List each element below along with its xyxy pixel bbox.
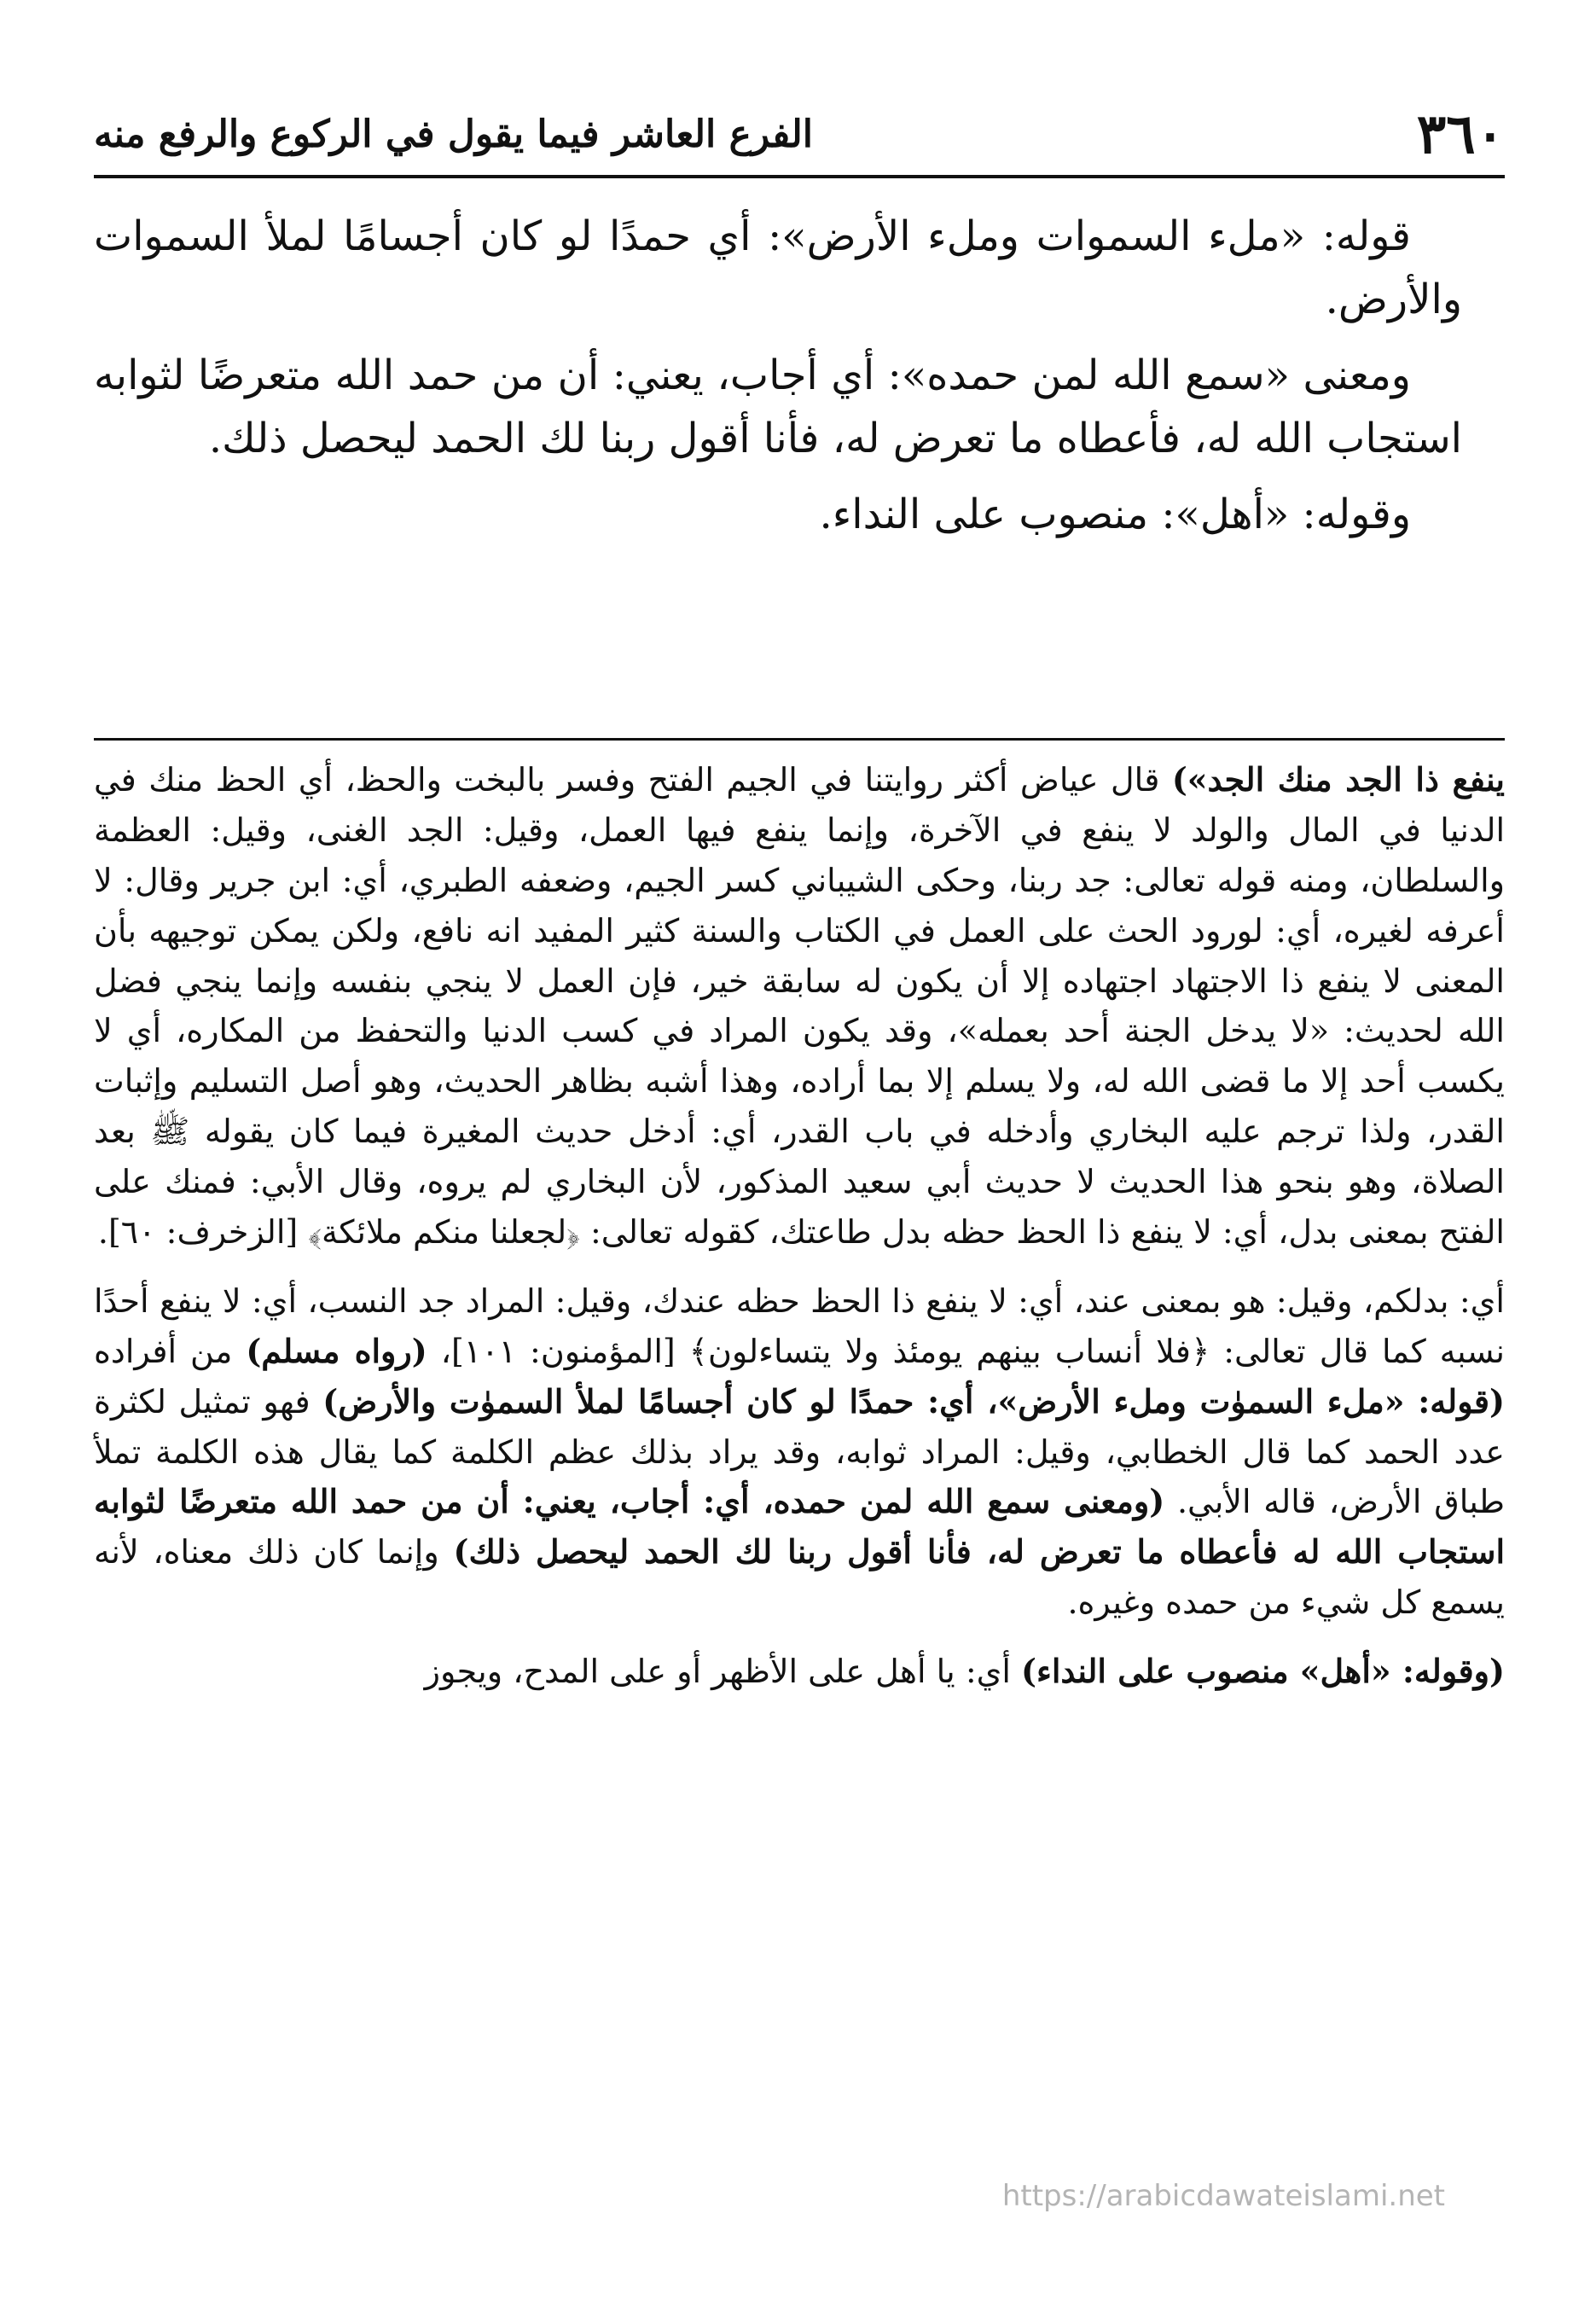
running-title: الفرع العاشر فيما يقول في الركوع والرفع منه [94, 113, 814, 156]
main-paragraph-3: وقوله: «أهل»: منصوب على النداء. [819, 490, 1411, 538]
main-text [94, 205, 1462, 558]
commentary-paragraph-2 [94, 1276, 1505, 1628]
commentary-paragraph-1 [94, 755, 1505, 1258]
commentary-2-b: (رواه مسلم) [246, 1331, 427, 1370]
section-divider [94, 738, 1505, 741]
commentary-1-lemma: ينفع ذا الجد منك الجد») [1171, 760, 1505, 799]
commentary-2-d: (قوله: «ملء السموٰت وملء الأرض»، أي: حمدًا لو كان أجسامًا لملأ السموٰت والأرض) [322, 1381, 1505, 1421]
commentary-1-text: قال عياض أكثر روايتنا في الجيم الفتح وفسر بالبخت والحظ، أي الحظ منك في الدنيا في المال والولد لا ينفع في الآخرة، وإنما ينفع فيها العمل، وقيل: الجد الغنى، وقيل: العظمة والسلطان، ومنه قوله تعالى: جد ربنا، وحكى الشيباني كسر الجيم، وضعفه الطبري، أي: ابن جرير وقال: لا أعرفه لغيره، أي: لورود الحث على العمل في الكتاب والسنة كثير المفيد انه نافع، ولكن يمكن توجيهه بأن المعنى لا ينفع ذا الاجتهاد اجتهاده إلا أن يكون له سابقة خير، فإن العمل لا ينجي بنفسه وإنما ينجي فضل الله لحديث: «لا يدخل الجنة أحد بعمله»، وقد يكون المراد في كسب الدنيا والتحفظ من المكاره، أي لا يكسب أحد إلا ما قضى الله له، ولا يسلم إلا بما أراده، وهذا أشبه بظاهر الحديث، وهو أصل التسليم وإثبات القدر، ولذا ترجم عليه البخاري وأدخله في باب القدر، أي: أدخل حديث المغيرة فيما كان يقوله ﷺ بعد الصلاة، وهو بنحو هذا الحديث لا حديث أبي سعيد المذكور، لأن البخاري لم يروه، وقال الأبي: فمنك على الفتح بمعنى بدل، أي: لا ينفع ذا الحظ حظه بدل طاعتك، كقوله تعالى: ﴿لجعلنا منكم ملائكة﴾ [الزخرف: ٦٠]. [94, 761, 1505, 1252]
page-number: ٣٦٠ [1416, 102, 1505, 166]
watermark-url: https://arabicdawateislami.net [1001, 2179, 1445, 2213]
main-paragraph-2: ومعنى «سمع الله لمن حمده»: أي أجاب، يعني: أن من حمد الله متعرضًا لثوابه استجاب الله له، فأعطاه ما تعرض له، فأنا أقول ربنا لك الحمد ليحصل ذلك. [94, 351, 1462, 463]
commentary-2-f: (ومعنى سمع الله لمن حمده، أي: أجاب، يعني: أن من حمد الله متعرضًا لثوابه استجاب الله له فأعطاه ما تعرض له، فأنا أقول ربنا لك الحمد ليحصل ذلك) [94, 1482, 1506, 1572]
commentary-2-c: من أفراده [94, 1332, 247, 1370]
page-header [94, 94, 1505, 178]
commentary [94, 755, 1505, 1716]
commentary-3-lemma: (وقوله: «أهل» منصوب على النداء) [1021, 1652, 1505, 1691]
commentary-2-a: أي: بدلكم، وقيل: هو بمعنى عند، أي: لا ينفع ذا الحظ حظه عندك، وقيل: المراد جد النسب، أي: لا ينفع أحدًا نسبه كما قال تعالى: ﴿فلا أنساب بينهم يومئذ ولا يتساءلون﴾ [المؤمنون: ١٠١]، [94, 1281, 1505, 1370]
main-paragraph-1: قوله: «ملء السموات وملء الأرض»: أي حمدًا لو كان أجسامًا لملأ السموات والأرض. [94, 212, 1462, 324]
commentary-2-e: فهو تمثيل لكثرة عدد الحمد كما قال الخطابي، وقيل: المراد ثوابه، وقد يراد بذلك عظم الكلمة كما يقال هذه الكلمة تملأ طباق الأرض، قاله الأبي. [94, 1382, 1505, 1521]
commentary-paragraph-3 [94, 1647, 1505, 1697]
commentary-2-g: وإنما كان ذلك معناه، لأنه يسمع كل شيء من حمده وغيره. [94, 1533, 1505, 1622]
commentary-3-text: أي: يا أهل على الأظهر أو على المدح، ويجوز [424, 1653, 1022, 1691]
